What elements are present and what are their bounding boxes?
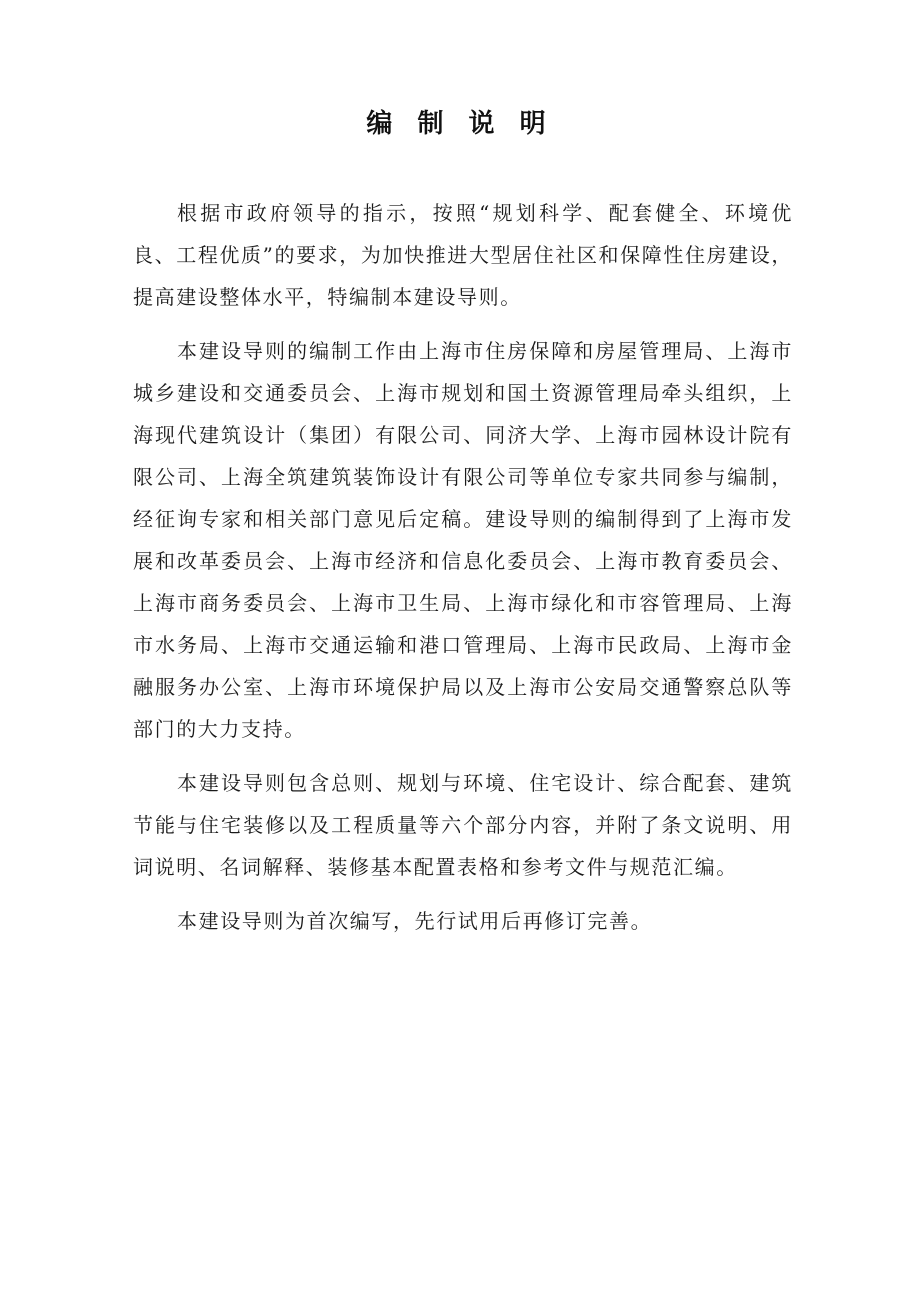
paragraph-3: 本建设导则包含总则、规划与环境、住宅设计、综合配套、建筑节能与住宅装修以及工程质量等六个部分内容，并附了条文说明、用词说明、名词解释、装修基本配置表格和参考文件与规范汇编。	[133, 771, 793, 879]
page-title: 编 制 说 明	[366, 109, 554, 139]
paragraph-1: 根据市政府领导的指示，按照“规划科学、配套健全、环境优良、工程优质”的要求，为加快推进大型居住社区和保障性住房建设，提高建设整体水平，特编制本建设导则。	[133, 201, 793, 309]
paragraph-2: 本建设导则的编制工作由上海市住房保障和房屋管理局、上海市城乡建设和交通委员会、上海市规划和国土资源管理局牵头组织，上海现代建筑设计（集团）有限公司、同济大学、上海市园林设计院有限公司、上海全筑建筑装饰设计有限公司等单位专家共同参与编制，经征询专家和相关部门意见后定稿。建设导则的编制得到了上海市发展和改革委员会、上海市经济和信息化委员会、上海市教育委员会、上海市商务委员会、上海市卫生局、上海市绿化和市容管理局、上海市水务局、上海市交通运输和港口管理局、上海市民政局、上海市金融服务办公室、上海市环境保护局以及上海市公安局交通警察总队等部门的大力支持。	[133, 339, 793, 741]
document-body	[133, 192, 793, 954]
paragraph-4: 本建设导则为首次编写，先行试用后再修订完善。	[177, 909, 653, 933]
